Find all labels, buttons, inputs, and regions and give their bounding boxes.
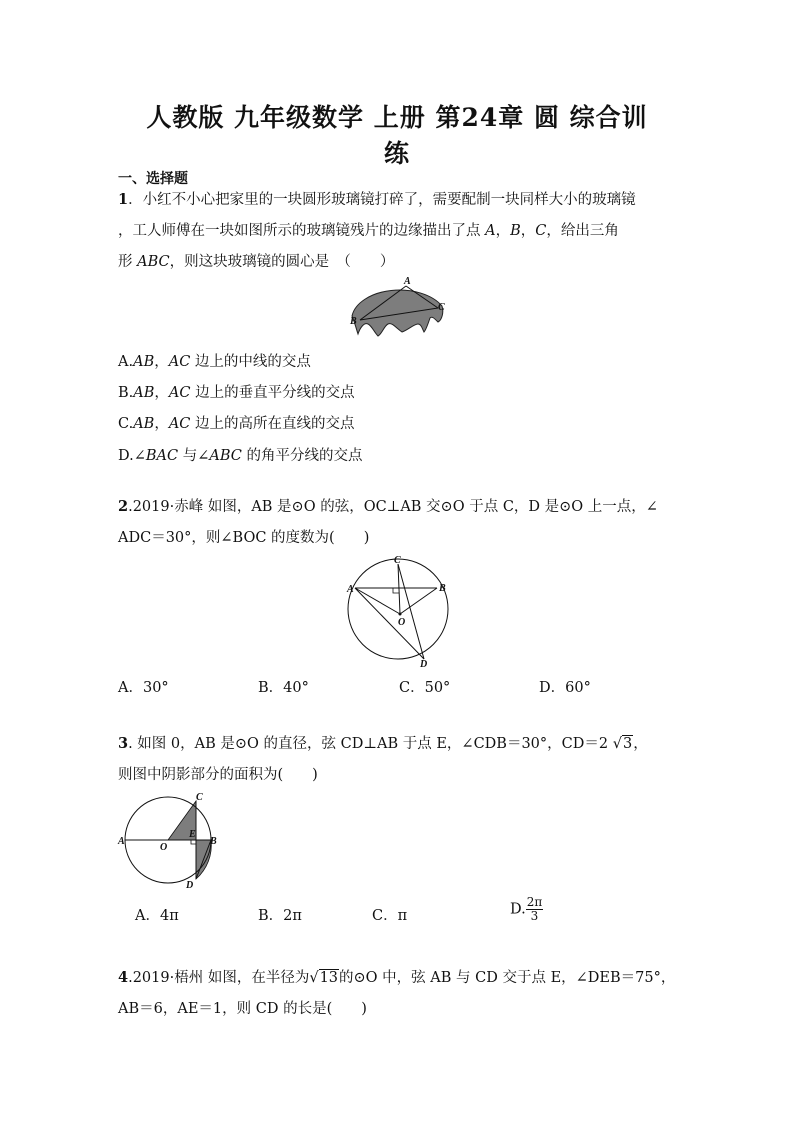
- label-b: B: [350, 316, 357, 327]
- q2-option-d[interactable]: D．60°: [539, 680, 591, 696]
- q2-text-2: ADC＝30°，则∠BOC 的度数为( ): [118, 530, 370, 546]
- q3-text-3: 则图中阴影部分的面积为( ): [118, 767, 318, 783]
- q1-option-c-mid: ，: [154, 416, 169, 432]
- q2-number: 2: [118, 498, 129, 515]
- label-d: D: [420, 659, 428, 670]
- q2-line-2: [118, 526, 369, 547]
- q3-text-1: . 如图 0，AB 是⊙O 的直径，弦 CD⊥AB 于点 E，∠CDB＝30°，CD＝2: [128, 736, 613, 752]
- q3-figure-circle: [116, 788, 226, 890]
- label-a: A: [404, 276, 411, 287]
- q4-sqrt-arg: 13: [319, 970, 339, 986]
- q2-figure-circle: [340, 554, 460, 670]
- section-heading: 一、选择题: [118, 171, 188, 187]
- q1-option-a-var1: AB: [133, 354, 155, 370]
- q1-sep-1: ，: [495, 223, 511, 239]
- center-dot: [399, 613, 402, 616]
- q1-option-c-rest: 边上的高所在直线的交点: [190, 416, 355, 432]
- label-c: C: [394, 555, 401, 566]
- q1-option-b-prefix: B.: [118, 385, 134, 401]
- q1-option-b-var1: AB: [133, 385, 155, 401]
- q1-option-d-mid: 与∠: [178, 448, 210, 464]
- q2-option-c[interactable]: C．50°: [399, 680, 451, 696]
- q2-text-1: .2019·赤峰 如图，AB 是⊙O 的弦，OC⊥AB 交⊙O 于点 C，D 是⊙O 上一点，∠: [128, 499, 658, 515]
- q1-var-c: C: [535, 223, 547, 239]
- q1-var-a: A: [485, 223, 496, 239]
- q3-text-2: ，: [633, 736, 648, 752]
- page-title-continued: 练: [383, 139, 410, 168]
- label-d: D: [186, 880, 194, 890]
- q2-line-1: [118, 495, 658, 516]
- label-b: B: [439, 583, 446, 594]
- q1-text-4: 形: [118, 254, 138, 270]
- fraction: [526, 896, 544, 923]
- page-title: 人教版 九年级数学 上册 第24章 圆 综合训: [146, 103, 648, 132]
- q1-text-3: ，给出三角: [546, 223, 619, 239]
- q3-option-b[interactable]: B．2π: [258, 908, 302, 924]
- q1-line-1: [118, 188, 636, 209]
- label-c: C: [196, 792, 203, 803]
- q2-option-b[interactable]: B．40°: [258, 680, 309, 696]
- q1-option-a-prefix: A.: [118, 354, 134, 370]
- label-a: A: [347, 584, 354, 595]
- q1-option-a-rest: 边上的中线的交点: [190, 354, 311, 370]
- segment-cd: [398, 564, 424, 659]
- q1-option-d[interactable]: [118, 444, 362, 465]
- q1-option-c-var1: AB: [133, 416, 155, 432]
- q1-var-abc: ABC: [137, 254, 170, 270]
- q1-option-d-prefix: D.∠: [118, 448, 146, 464]
- q1-option-a-mid: ，: [154, 354, 169, 370]
- q1-sep-2: ，: [520, 223, 536, 239]
- q1-line-2: [118, 219, 619, 240]
- q1-option-b-rest: 边上的垂直平分线的交点: [190, 385, 355, 401]
- q1-text-2: ，工人师傅在一块如图所示的玻璃镜残片的边缘描出了点: [118, 223, 486, 239]
- q1-text-5: ，则这块玻璃镜的圆心是 （ ）: [169, 254, 395, 270]
- q1-figure-broken-mirror: [338, 272, 458, 344]
- q1-option-b-var2: AC: [168, 385, 191, 401]
- right-angle-mark: [393, 588, 399, 593]
- q1-line-3: [118, 250, 394, 271]
- label-b: B: [210, 836, 217, 847]
- q4-line-1: 4.2019·梧州 如图，在半径为√13的⊙O 中，弦 AB 与 CD 交于点 E，∠DEB＝75°，: [118, 969, 676, 986]
- mirror-shard-shape: [352, 290, 443, 336]
- q1-option-d-var1: BAC: [145, 448, 179, 464]
- q3-option-d[interactable]: [510, 896, 543, 923]
- q1-number: 1: [118, 191, 129, 208]
- q4-text-2: 的⊙O 中，弦 AB 与 CD 交于点 E，∠DEB＝75°，: [339, 970, 676, 986]
- q3-line-2: [118, 763, 318, 784]
- label-o: O: [398, 617, 406, 628]
- q4-line-2: [118, 997, 367, 1018]
- right-angle-mark: [191, 840, 196, 844]
- q1-option-c-var2: AC: [168, 416, 191, 432]
- q4-text-1: .2019·梧州 如图，在半径为: [128, 970, 310, 986]
- q1-option-b[interactable]: [118, 381, 355, 402]
- q1-option-b-mid: ，: [154, 385, 169, 401]
- label-e: E: [189, 829, 196, 840]
- fraction-numerator: 2π: [526, 895, 543, 909]
- q1-text-1: ．小红不小心把家里的一块圆形玻璃镜打碎了，需要配制一块同样大小的玻璃镜: [128, 192, 636, 208]
- q1-option-c-prefix: C.: [118, 416, 134, 432]
- label-a: A: [118, 836, 125, 847]
- label-c: C: [438, 302, 445, 313]
- segment-ad: [355, 588, 424, 659]
- label-o: O: [160, 842, 168, 853]
- q1-var-b: B: [510, 223, 521, 239]
- q3-sqrt-arg: 3: [622, 736, 633, 752]
- q1-option-c[interactable]: [118, 412, 355, 433]
- q1-option-a-var2: AC: [168, 354, 191, 370]
- q3-number: 3: [118, 735, 129, 752]
- q3-option-c[interactable]: C．π: [372, 908, 408, 924]
- q1-option-d-rest: 的角平分线的交点: [241, 448, 363, 464]
- fraction-denominator: 3: [530, 909, 539, 923]
- q4-number: 4: [118, 969, 129, 986]
- q4-text-3: AB＝6，AE＝1，则 CD 的长是( ): [118, 1001, 367, 1017]
- q2-option-a[interactable]: A．30°: [118, 680, 169, 696]
- q3-line-1: 3. 如图 0，AB 是⊙O 的直径，弦 CD⊥AB 于点 E，∠CDB＝30°，CD＝2 √3，: [118, 735, 648, 752]
- q1-option-a[interactable]: [118, 350, 311, 371]
- q3-option-a[interactable]: A．4π: [135, 908, 179, 924]
- q3-option-d-prefix: D.: [510, 901, 526, 918]
- q1-option-d-var2: ABC: [209, 448, 242, 464]
